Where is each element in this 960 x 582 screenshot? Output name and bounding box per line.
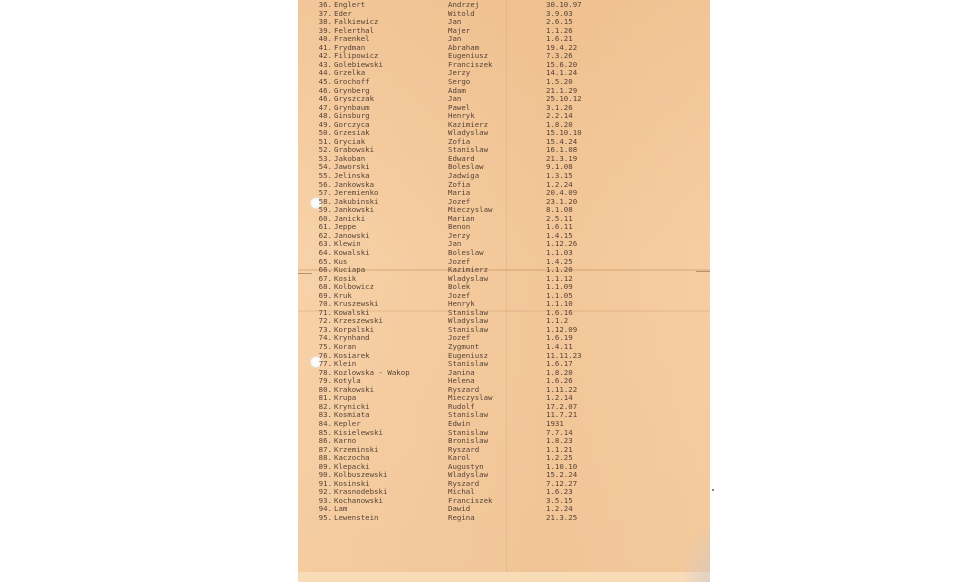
row-number: 79. [318, 376, 332, 386]
birth-date: 1.1.20 [546, 265, 573, 275]
birth-date: 15.2.24 [546, 470, 578, 480]
first-name: Maria [448, 188, 471, 198]
first-name: Wladyslaw [448, 470, 489, 480]
first-name: Jan [448, 239, 462, 249]
row-number: 72. [318, 316, 332, 326]
first-name: Wladyslaw [448, 316, 489, 326]
surname: Grabowski [334, 145, 375, 155]
first-name: Andrzej [448, 0, 480, 9]
row-number: 92. [318, 487, 332, 497]
surname: Kosinski [334, 478, 370, 488]
first-name: Wladyslaw [448, 128, 489, 138]
first-name: Boleslaw [448, 247, 484, 257]
list-row [298, 266, 710, 275]
row-number: 39. [318, 25, 332, 35]
first-name: Bronislaw [448, 436, 489, 446]
surname: Grynbaum [334, 102, 370, 112]
surname: Kochanowski [334, 495, 383, 505]
row-number: 46. [318, 94, 332, 104]
birth-date: 1.1.09 [546, 282, 573, 292]
first-name: Janina [448, 367, 475, 377]
first-name: Edward [448, 153, 475, 163]
row-number: 94. [318, 504, 332, 514]
row-number: 81. [318, 393, 332, 403]
birth-date: 1.1.05 [546, 290, 573, 300]
row-number: 59. [318, 205, 332, 215]
surname: Kosik [334, 273, 357, 283]
surname: Klein [334, 359, 357, 369]
birth-date: 1.6.11 [546, 222, 573, 232]
row-number: 86. [318, 436, 332, 446]
list-row [298, 497, 710, 506]
row-number: 55. [318, 171, 332, 180]
row-number: 75. [318, 342, 332, 351]
surname: Krzeminski [334, 444, 379, 454]
birth-date: 1.12.09 [546, 324, 578, 334]
birth-date: 1.6.19 [546, 333, 573, 343]
first-name: Augustyn [448, 461, 484, 471]
first-name: Bolek [448, 282, 471, 292]
first-name: Henryk [448, 111, 475, 121]
birth-date: 30.10.97 [546, 0, 582, 9]
row-number: 41. [318, 42, 332, 52]
row-number: 76. [318, 350, 332, 360]
birth-date: 25.10.12 [546, 94, 582, 104]
birth-date: 17.2.07 [546, 401, 578, 411]
first-name: Kazimierz [448, 119, 489, 129]
row-number: 47. [318, 102, 332, 112]
row-number: 90. [318, 470, 332, 480]
birth-date: 11.11.23 [546, 350, 582, 360]
surname: Krupa [334, 393, 357, 403]
row-number: 93. [318, 495, 332, 505]
row-number: 85. [318, 427, 332, 437]
row-number: 56. [318, 179, 332, 189]
row-number: 38. [318, 17, 332, 27]
first-name: Jozef [448, 196, 471, 206]
page-corner [680, 522, 710, 582]
first-name: Helena [448, 376, 475, 386]
row-number: 74. [318, 333, 332, 343]
surname: Krzeszewski [334, 316, 383, 326]
surname: Eder [334, 8, 352, 18]
surname: Jakoban [334, 153, 366, 163]
row-number: 64. [318, 247, 332, 257]
surname: Fraenkel [334, 34, 370, 44]
row-number: 67. [318, 273, 332, 283]
birth-date: 1.11.22 [546, 384, 578, 394]
birth-date: 11.7.21 [546, 410, 578, 420]
surname: Klepacki [334, 461, 370, 471]
first-name: Sergo [448, 76, 471, 86]
first-name: Michal [448, 487, 475, 497]
birth-date: 1.1.2 [546, 316, 569, 326]
surname: Gryciak [334, 136, 366, 146]
birth-date: 2.5.11 [546, 213, 573, 223]
row-number: 71. [318, 307, 332, 317]
first-name: Jan [448, 34, 462, 44]
row-number: 52. [318, 145, 332, 155]
row-number: 50. [318, 128, 332, 138]
surname: Falkiewicz [334, 17, 379, 27]
birth-date: 1.1.21 [546, 444, 573, 454]
birth-date: 2.6.15 [546, 17, 573, 27]
surname: Kolbowicz [334, 282, 375, 292]
birth-date: 1.2.24 [546, 504, 573, 514]
birth-date: 1.6.26 [546, 376, 573, 386]
row-number: 63. [318, 239, 332, 249]
first-name: Ryszard [448, 478, 480, 488]
birth-date: 1.2.24 [546, 179, 573, 189]
first-name: Pawel [448, 102, 471, 112]
surname: Frydman [334, 42, 366, 52]
birth-date: 21.3.19 [546, 153, 578, 163]
surname: Kus [334, 256, 348, 266]
first-name: Jan [448, 17, 462, 27]
row-number: 73. [318, 324, 332, 334]
birth-date: 1.1.12 [546, 273, 573, 283]
row-number: 40. [318, 34, 332, 44]
row-number: 43. [318, 59, 332, 69]
surname: Filipowicz [334, 51, 379, 61]
first-name: Regina [448, 513, 475, 522]
first-name: Wladyslaw [448, 273, 489, 283]
birth-date: 21.1.29 [546, 85, 578, 95]
first-name: Stanislaw [448, 359, 489, 369]
surname: Kepler [334, 418, 361, 428]
row-number: 46. [318, 85, 332, 95]
row-number: 54. [318, 162, 332, 172]
list-row [298, 334, 710, 343]
surname: Klewin [334, 239, 361, 249]
row-number: 77. [318, 359, 332, 369]
birth-date: 1931 [546, 418, 564, 428]
first-name: Eugeniusz [448, 51, 489, 61]
surname: Jakubinski [334, 196, 379, 206]
birth-date: 9.1.08 [546, 162, 573, 172]
first-name: Mieczyslaw [448, 393, 493, 403]
first-name: Ryszard [448, 444, 480, 454]
row-number: 51. [318, 136, 332, 146]
birth-date: 15.10.10 [546, 128, 582, 138]
first-name: Stanislaw [448, 410, 489, 420]
surname: Kisielewski [334, 427, 383, 437]
birth-date: 14.1.24 [546, 68, 578, 78]
row-number: 88. [318, 453, 332, 463]
row-number: 91. [318, 478, 332, 488]
surname: Krakowski [334, 384, 375, 394]
surname: Englert [334, 0, 366, 9]
surname: Gorczyca [334, 119, 370, 129]
surname: Ginsburg [334, 111, 370, 121]
first-name: Dawid [448, 504, 471, 514]
first-name: Edwin [448, 418, 471, 428]
scan-speck [712, 489, 714, 491]
first-name: Rudolf [448, 401, 475, 411]
birth-date: 1.8.20 [546, 367, 573, 377]
birth-date: 1.2.14 [546, 393, 573, 403]
first-name: Marian [448, 213, 475, 223]
page-bottom-edge [298, 572, 710, 582]
surname: Jankowska [334, 179, 375, 189]
birth-date: 1.8.20 [546, 119, 573, 129]
surname: Grzesiak [334, 128, 370, 138]
birth-date: 2.2.14 [546, 111, 573, 121]
first-name: Ryszard [448, 384, 480, 394]
row-number: 60. [318, 213, 332, 223]
list-row [298, 215, 710, 224]
first-name: Benon [448, 222, 471, 232]
birth-date: 3.1.26 [546, 102, 573, 112]
first-name: Franciszek [448, 495, 493, 505]
birth-date: 1.6.23 [546, 487, 573, 497]
birth-date: 20.4.09 [546, 188, 578, 198]
birth-date: 15.6.20 [546, 59, 578, 69]
surname: Kuciapa [334, 265, 366, 275]
birth-date: 1.1.10 [546, 299, 573, 309]
surname: Jeremienko [334, 188, 379, 198]
row-number: 37. [318, 8, 332, 18]
row-number: 44. [318, 68, 332, 78]
birth-date: 1.4.25 [546, 256, 573, 266]
surname: Jeppe [334, 222, 357, 232]
surname: Kosmiata [334, 410, 370, 420]
list-row [298, 352, 710, 361]
row-number: 45. [318, 76, 332, 86]
row-number: 61. [318, 222, 332, 232]
list-row [298, 429, 710, 438]
first-name: Zofia [448, 136, 471, 146]
birth-date: 15.4.24 [546, 136, 578, 146]
birth-date: 1.6.16 [546, 307, 573, 317]
first-name: Karol [448, 453, 471, 463]
row-number: 66. [318, 265, 332, 275]
list-row [298, 514, 710, 523]
surname: Jelinska [334, 171, 370, 180]
surname: Janowski [334, 230, 370, 240]
birth-date: 7.3.26 [546, 51, 573, 61]
surname: Koran [334, 342, 357, 351]
row-number: 36. [318, 0, 332, 9]
row-number: 83. [318, 410, 332, 420]
first-name: Jozef [448, 333, 471, 343]
surname: Karno [334, 436, 357, 446]
birth-date: 19.4.22 [546, 42, 578, 52]
first-name: Jerzy [448, 230, 471, 240]
birth-date: 8.1.08 [546, 205, 573, 215]
birth-date: 3.5.15 [546, 495, 573, 505]
list-row [298, 249, 710, 258]
surname: Kowalski [334, 247, 370, 257]
surname: Kowalski [334, 307, 370, 317]
surname: Janicki [334, 213, 366, 223]
first-name: Boleslaw [448, 162, 484, 172]
surname: Kaczocha [334, 453, 370, 463]
first-name: Franciszek [448, 59, 493, 69]
first-name: Stanislaw [448, 427, 489, 437]
row-number: 78. [318, 367, 332, 377]
row-number: 84. [318, 418, 332, 428]
row-number: 42. [318, 51, 332, 61]
list-row [298, 283, 710, 292]
birth-date: 1.2.25 [546, 453, 573, 463]
first-name: Witold [448, 8, 475, 18]
birth-date: 1.8.23 [546, 436, 573, 446]
surname: Lewenstein [334, 513, 379, 522]
row-number: 69. [318, 290, 332, 300]
first-name: Jozef [448, 290, 471, 300]
birth-date: 1.1.26 [546, 25, 573, 35]
row-number: 58. [318, 196, 332, 206]
first-name: Adam [448, 85, 466, 95]
surname: Krasnodebski [334, 487, 388, 497]
first-name: Jadwiga [448, 171, 480, 180]
surname: Kolbuszewski [334, 470, 388, 480]
document-page [298, 0, 710, 582]
surname: Lam [334, 504, 348, 514]
first-name: Zygmunt [448, 342, 480, 351]
birth-date: 1.10.10 [546, 461, 578, 471]
first-name: Stanislaw [448, 307, 489, 317]
surname: Jankowski [334, 205, 375, 215]
first-name: Jan [448, 94, 462, 104]
surname: Grochoff [334, 76, 370, 86]
row-number: 82. [318, 401, 332, 411]
row-number: 57. [318, 188, 332, 198]
list-row [298, 1, 710, 10]
row-number: 89. [318, 461, 332, 471]
birth-date: 1.5.20 [546, 76, 573, 86]
surname: Krynicki [334, 401, 370, 411]
row-number: 62. [318, 230, 332, 240]
first-name: Stanislaw [448, 145, 489, 155]
birth-date: 16.1.08 [546, 145, 578, 155]
surname: Gryszczak [334, 94, 375, 104]
birth-date: 7.7.14 [546, 427, 573, 437]
surname: Felerthal [334, 25, 375, 35]
surname: Krynhand [334, 333, 370, 343]
surname: Korpalski [334, 324, 375, 334]
surname: Jaworski [334, 162, 370, 172]
first-name: Jozef [448, 256, 471, 266]
birth-date: 3.9.03 [546, 8, 573, 18]
birth-date: 1.6.21 [546, 34, 573, 44]
first-name: Majer [448, 25, 471, 35]
row-number: 65. [318, 256, 332, 266]
first-name: Zofia [448, 179, 471, 189]
row-number: 70. [318, 299, 332, 309]
row-number: 95. [318, 513, 332, 522]
row-number: 87. [318, 444, 332, 454]
row-number: 80. [318, 384, 332, 394]
surname: Golebiewski [334, 59, 383, 69]
first-name: Jerzy [448, 68, 471, 78]
birth-date: 23.1.20 [546, 196, 578, 206]
first-name: Abraham [448, 42, 480, 52]
first-name: Stanislaw [448, 324, 489, 334]
list-row [298, 386, 710, 395]
surname: Kozlowska - Wakop [334, 367, 410, 377]
row-number: 48. [318, 111, 332, 121]
surname: Kotyla [334, 376, 361, 386]
birth-date: 1.12.26 [546, 239, 578, 249]
row-number: 49. [318, 119, 332, 129]
row-number: 53. [318, 153, 332, 163]
birth-date: 1.6.17 [546, 359, 573, 369]
surname: Kosiarek [334, 350, 370, 360]
first-name: Kazimierz [448, 265, 489, 275]
surname: Grzelka [334, 68, 366, 78]
birth-date: 7.12.27 [546, 478, 578, 488]
row-number: 68. [318, 282, 332, 292]
birth-date: 1.3.15 [546, 171, 573, 180]
surname: Kruk [334, 290, 352, 300]
birth-date: 1.4.15 [546, 230, 573, 240]
first-name: Eugeniusz [448, 350, 489, 360]
first-name: Henryk [448, 299, 475, 309]
birth-date: 1.1.03 [546, 247, 573, 257]
surname: Kruszewski [334, 299, 379, 309]
birth-date: 21.3.25 [546, 513, 578, 522]
surname: Grynberg [334, 85, 370, 95]
birth-date: 1.4.11 [546, 342, 573, 351]
first-name: Mieczyslaw [448, 205, 493, 215]
